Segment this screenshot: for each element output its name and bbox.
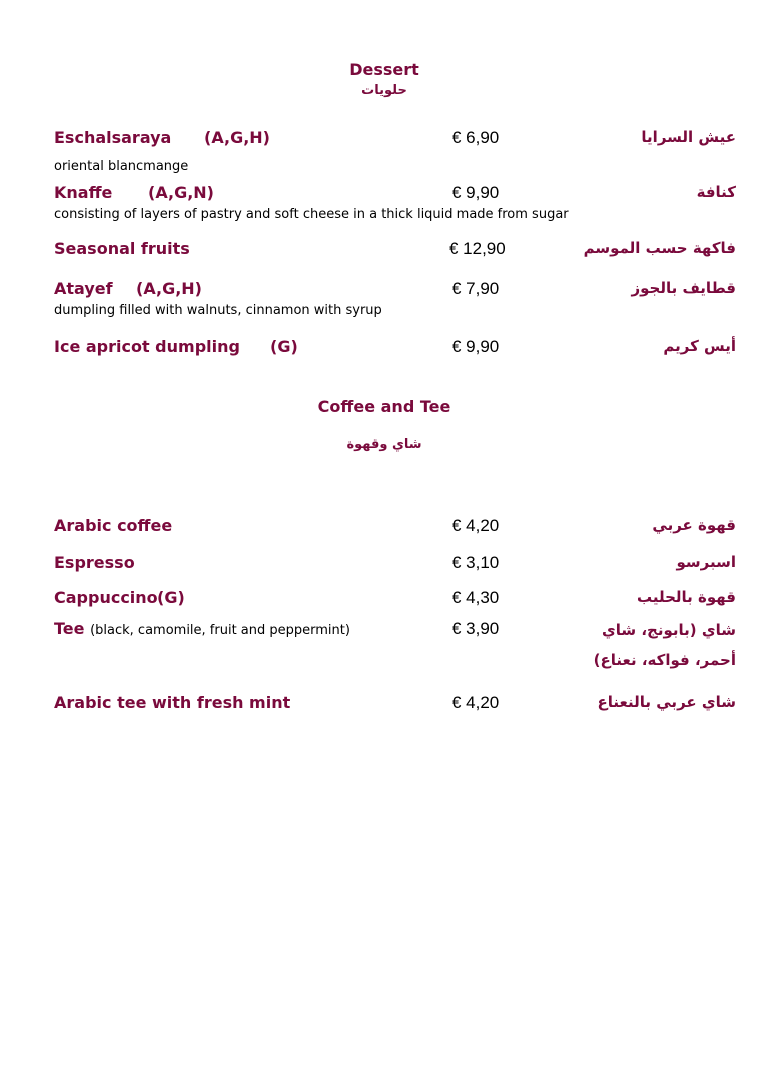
- item-name: [54, 619, 350, 638]
- item-allergens: (A,G,H): [204, 128, 270, 147]
- item-name: Cappuccino: [54, 588, 158, 607]
- menu-item-tee: [0, 619, 768, 679]
- item-price: € 4,20: [452, 516, 500, 535]
- item-name: Espresso: [54, 553, 135, 572]
- item-name: Eschalsaraya: [54, 128, 172, 147]
- item-name: Atayef: [54, 279, 113, 298]
- item-arabic-name: اسبرسو: [676, 553, 736, 571]
- item-allergens: (G): [157, 588, 185, 607]
- menu-item-atayef: [0, 279, 768, 303]
- menu-item-knaffe: [0, 183, 768, 207]
- item-arabic-name: عيش السرايا: [641, 128, 736, 146]
- item-arabic-name: شاي عربي بالنعناع: [597, 693, 736, 711]
- item-price: € 6,90: [452, 128, 500, 147]
- item-name: Seasonal fruits: [54, 239, 190, 258]
- item-description: consisting of layers of pastry and soft cheese in a thick liquid made from sugar: [54, 207, 569, 222]
- item-price: € 3,10: [452, 553, 500, 572]
- coffee-title: Coffee and Tee: [317, 397, 451, 416]
- dessert-title: Dessert: [349, 60, 419, 79]
- item-arabic-name: قهوة عربي: [652, 516, 736, 534]
- menu-item-seasonal-fruits: [0, 239, 768, 263]
- item-arabic-name: كنافة: [696, 183, 736, 201]
- coffee-title-arabic: شاي وقهوة: [346, 437, 422, 452]
- item-name: Knaffe: [54, 183, 113, 202]
- item-arabic-name: قطايف بالجوز: [631, 279, 736, 297]
- menu-item-eschalsaraya: [0, 128, 768, 152]
- dessert-title-arabic: حلويات: [361, 83, 407, 98]
- menu-item-cappuccino: [0, 588, 768, 612]
- item-price: € 3,90: [452, 619, 500, 638]
- item-arabic-name: فاكهة حسب الموسم: [583, 239, 736, 257]
- menu-item-arabic-tee-mint: [0, 693, 768, 717]
- item-arabic-name: شاي (بابونج، شاي أحمر، فواكه، نعناع): [593, 621, 736, 669]
- item-arabic-name: قهوة بالحليب: [636, 588, 736, 606]
- item-name: Ice apricot dumpling: [54, 337, 240, 356]
- item-arabic-name: أيس كريم: [663, 337, 736, 355]
- item-name: Arabic tee with fresh mint: [54, 693, 291, 712]
- item-description: dumpling filled with walnuts, cinnamon with syrup: [54, 303, 382, 318]
- item-price: € 9,90: [452, 183, 500, 202]
- menu-item-arabic-coffee: [0, 516, 768, 540]
- item-description: (black, camomile, fruit and peppermint): [90, 623, 350, 638]
- item-price: € 7,90: [452, 279, 500, 298]
- item-price: € 4,20: [452, 693, 500, 712]
- item-price: € 12,90: [449, 239, 506, 258]
- item-allergens: (A,G,N): [148, 183, 214, 202]
- item-description: oriental blancmange: [54, 159, 189, 174]
- item-price: € 4,30: [452, 588, 500, 607]
- item-name: Arabic coffee: [54, 516, 173, 535]
- menu-item-ice-apricot-dumpling: [0, 337, 768, 361]
- item-allergens: (A,G,H): [136, 279, 202, 298]
- item-allergens: (G): [270, 337, 298, 356]
- item-name-text: Tee: [54, 619, 85, 638]
- item-price: € 9,90: [452, 337, 500, 356]
- menu-item-espresso: [0, 553, 768, 577]
